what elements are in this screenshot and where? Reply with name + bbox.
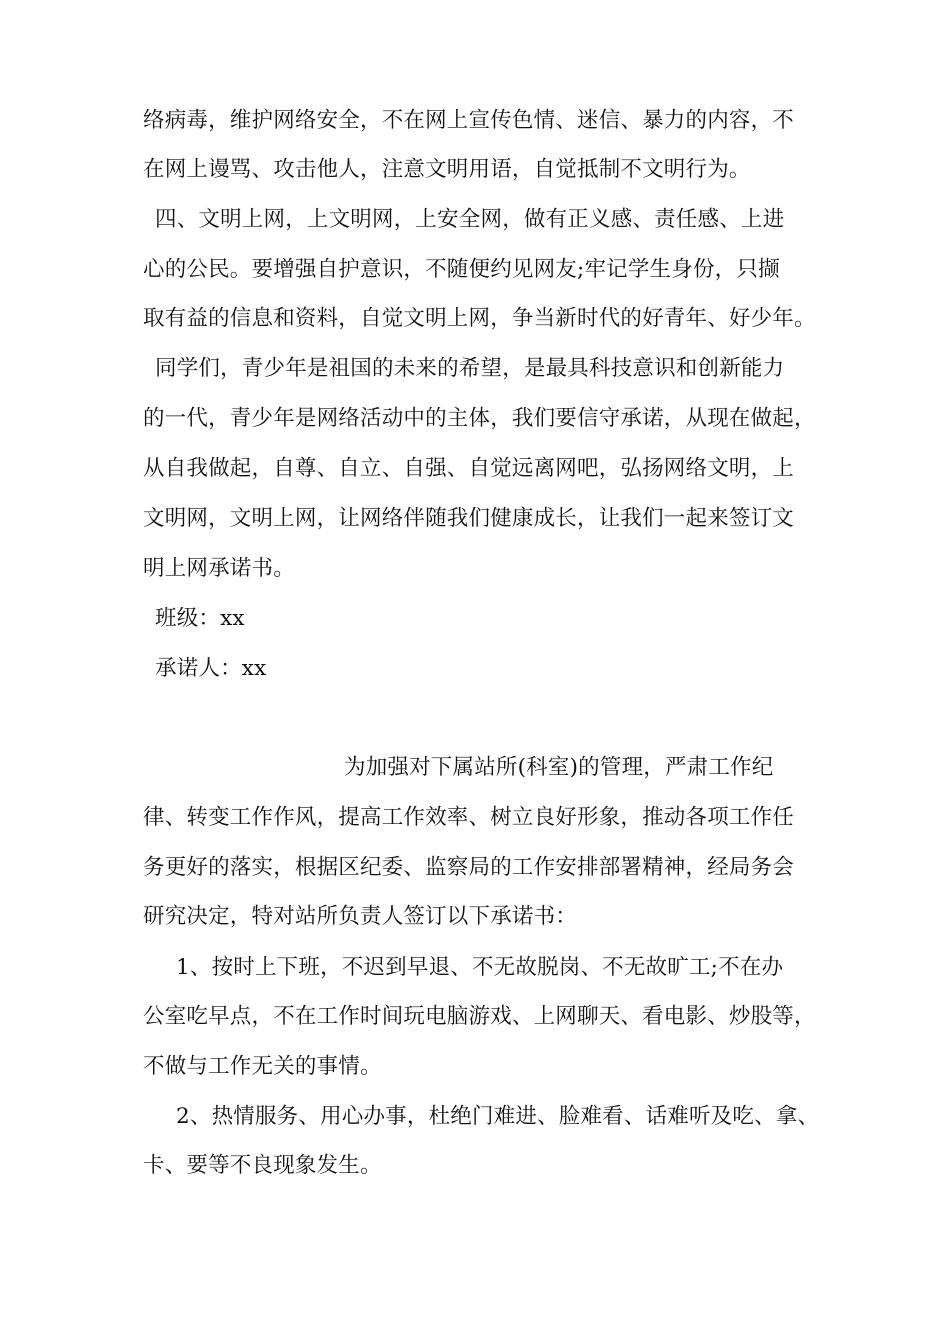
text-line-5: 取有益的信息和资料，自觉文明上网，争当新时代的好青年、好少年。 xyxy=(143,306,816,331)
text-line-10: 明上网承诺书。 xyxy=(143,556,295,581)
text-line-1: 络病毒，维护网络安全，不在网上宣传色情、迷信、暴力的内容，不 xyxy=(143,108,795,133)
text-line-6: 同学们，青少年是祖国的未来的希望，是最具科技意识和创新能力 xyxy=(155,356,785,381)
text-line-3: 四、文明上网，上文明网，上安全网，做有正义感、责任感、上进 xyxy=(155,207,785,232)
class-label: 班级：xx xyxy=(155,606,245,631)
text-line-21: 卡、要等不良现象发生。 xyxy=(143,1153,382,1178)
text-line-7: 的一代，青少年是网络活动中的主体，我们要信守承诺，从现在做起， xyxy=(143,406,816,431)
text-line-13: 为加强对下属站所(科室)的管理，严肃工作纪 xyxy=(344,755,774,780)
text-line-18: 公室吃早点，不在工作时间玩电脑游戏、上网聊天、看电影、炒股等， xyxy=(143,1004,816,1029)
promisor-label: 承诺人：xx xyxy=(155,656,267,681)
text-line-17: 1、按时上下班，不迟到早退、不无故脱岗、不无故旷工;不在办 xyxy=(176,955,784,980)
text-line-8: 从自我做起，自尊、自立、自强、自觉远离网吧，弘扬网络文明，上 xyxy=(143,456,795,481)
text-line-9: 文明网，文明上网，让网络伴随我们健康成长，让我们一起来签订文 xyxy=(143,506,795,531)
text-line-15: 务更好的落实，根据区纪委、监察局的工作安排部署精神，经局务会 xyxy=(143,855,795,880)
text-line-4: 心的公民。要增强自护意识，不随便约见网友;牢记学生身份，只撷 xyxy=(143,257,780,282)
text-line-16: 研究决定，特对站所负责人签订以下承诺书： xyxy=(143,904,578,929)
text-line-19: 不做与工作无关的事情。 xyxy=(143,1054,382,1079)
text-line-20: 2、热情服务、用心办事，杜绝门难进、脸难看、话难听及吃、拿、 xyxy=(176,1104,820,1129)
text-line-14: 律、转变工作作风，提高工作效率、树立良好形象，推动各项工作任 xyxy=(143,805,795,830)
text-line-2: 在网上谩骂、攻击他人，注意文明用语，自觉抵制不文明行为。 xyxy=(143,157,751,182)
